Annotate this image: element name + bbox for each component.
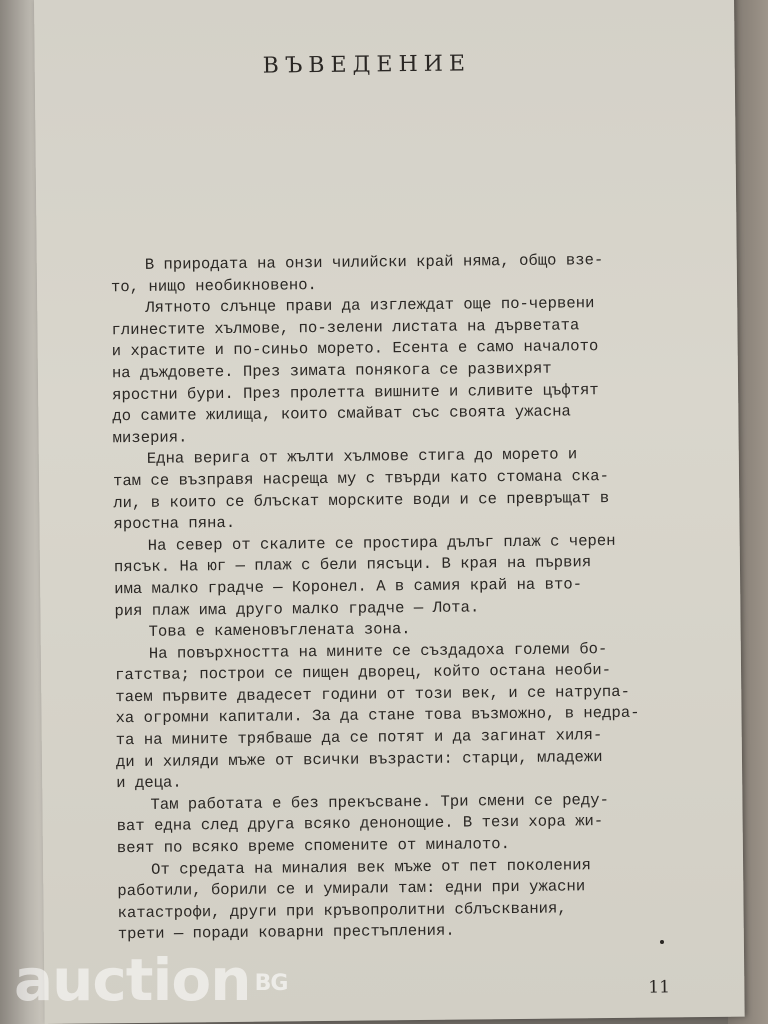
text-line: рия плаж има друго малко градче — Лота. [114,597,480,620]
text-line: та на мините трябваше да се потят и да загинат хиля- [115,726,603,750]
text-line: Там работата е без прекъсване. Три смени се реду- [150,790,610,814]
text-line: ха огромни капитали. За да стане това възможно, в недра- [115,704,640,728]
watermark-suffix: BG [254,971,288,997]
text-line: на дъждовете. През зимата понякога се развихрят [111,359,552,383]
text-line: глинестите хълмове, по-зелени листата на дърветата [111,316,580,339]
page-number: 11 [648,977,671,998]
text-line: ват една след друга всяко денонощие. В тези хора жи- [116,812,604,836]
text-line: Това е каменовъглената зона. [148,620,411,641]
chapter-heading: ВЪВЕДЕНИЕ [262,51,472,79]
text-line: таем първите двадесет години от този век, и се натрупа- [115,682,631,707]
text-line: ди и хиляди мъже от всички възрасти: старци, младежи [115,747,603,771]
text-line: гатства; построи се пищен дворец, който остана необи- [114,661,612,685]
text-line: На север от скалите се простира дълъг плаж с черен [147,531,616,555]
text-line: трети — поради коварни престъпления. [117,922,455,944]
text-line: От средата на миналия век мъже от пет поколения [151,855,592,879]
text-line: то, нищо необикновено. [110,275,317,296]
text-line: там се възправя насреща му с твърди като стомана ска- [112,466,610,491]
text-line: пясък. На юг — плаж с бели пясъци. В края на първия [113,553,592,577]
ink-speck [660,940,664,944]
text-line: В природата на онзи чилийски край няма, общо взе- [144,251,604,274]
text-line: мизерия. [112,428,188,447]
text-line: ли, в които се блъскат морските води и се превръщат в [113,488,610,512]
text-line: катастрофи, други при кръвопролитни сблъсквания, [117,899,567,922]
text-line: и храстите и по-синьо морето. Есента е само началото [111,337,599,361]
text-line: работили, борили се и умирали там: едни при ужасни [117,877,586,901]
text-line: има малко градче — Коронел. А в самия край на вто- [114,575,583,599]
text-line: и деца. [116,773,182,793]
text-line: яростна пяна. [113,514,236,534]
text-line: Лятното слънце прави да изглеждат още по-червени [145,294,595,318]
text-line: Една верига от жълти хълмове стига до морето и [146,445,578,469]
text-line: яростни бури. През пролетта вишните и сливите цъфтят [112,380,599,404]
watermark-text: auction [14,946,251,1014]
text-line: На повърхността на мините се създадоха големи бо- [148,639,608,663]
page-sheet [34,0,745,1024]
body-text [111,249,702,946]
text-line: веят по всяко време спомените от миналото. [116,835,510,858]
text-line: до самите жилища, които смайват със своята ужасна [112,402,571,426]
auction-watermark [14,946,287,1014]
